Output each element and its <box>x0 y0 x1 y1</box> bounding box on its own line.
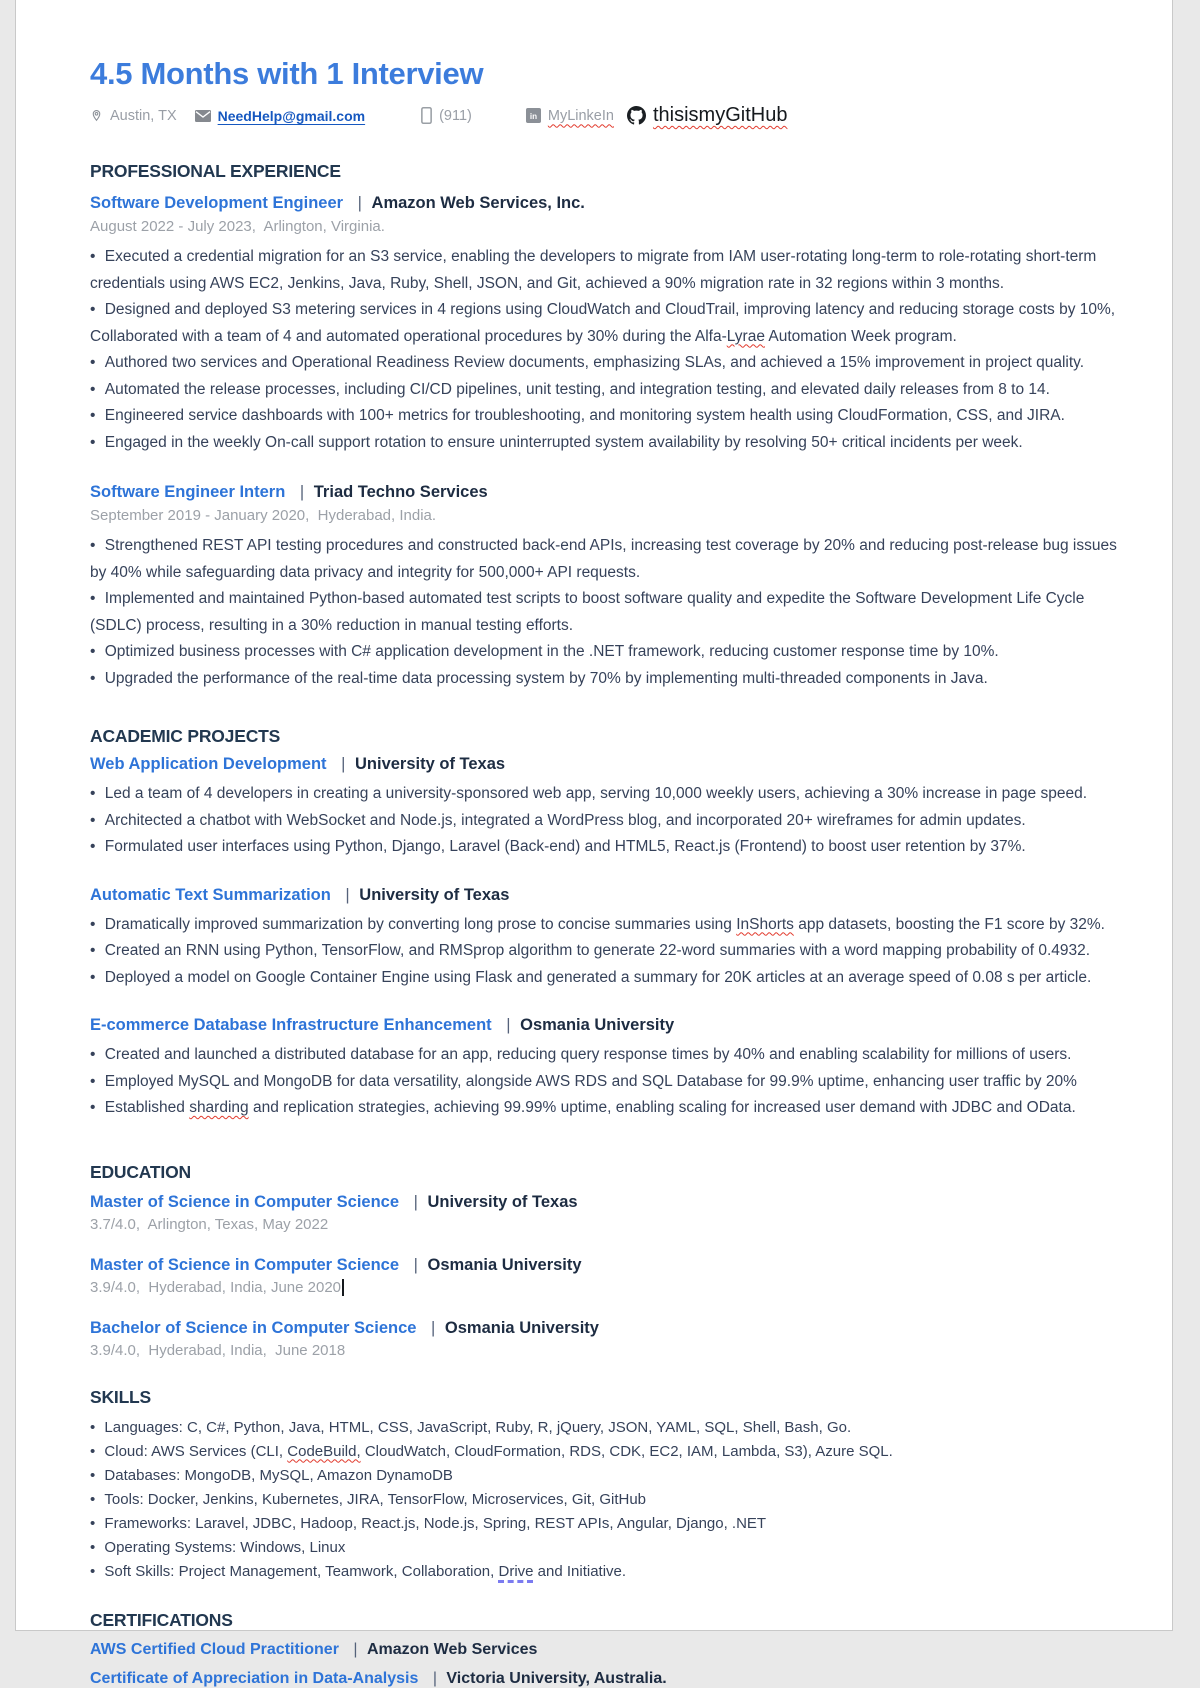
bullet-dot-icon: • <box>90 1490 100 1508</box>
projects-section <box>90 755 1130 1122</box>
bullet-dot-icon: • <box>90 968 100 986</box>
degree-title: Bachelor of Science in Computer Science <box>90 1318 417 1337</box>
certification-entry <box>90 1641 1130 1659</box>
bullet-item-skill <box>90 1560 1130 1584</box>
bullet-dot-icon: • <box>90 407 100 424</box>
bullet-item <box>90 377 1130 404</box>
education-gpa-location-date: 3.7/4.0, Arlington, Texas, May 2022 <box>90 1215 329 1233</box>
bullet-dot-icon: • <box>90 1046 100 1063</box>
organization-name: Osmania University <box>427 1255 582 1274</box>
text-segment: Tools: Docker, Jenkins, Kubernetes, JIRA, TensorFlow, Microservices, Git, GitHub <box>104 1490 647 1508</box>
bullet-item <box>90 912 1130 939</box>
certifications-section <box>90 1641 1130 1688</box>
contact-location <box>90 108 177 124</box>
separator: | <box>295 483 309 501</box>
section-heading-projects: ACADEMIC PROJECTS <box>90 726 281 746</box>
text-segment: Executed a credential migration for an S3 service, enabling the developers to migrate from IAM user-rotating long-term to role-rotating short-term credentials using AWS EC2, Jenkins, Java, Ruby, Shell, JSON, and Git, achieved a 90% migration rate in 32 regions within 3 months. <box>90 248 1097 292</box>
experience-entry <box>90 194 1130 456</box>
organization-name: University of Texas <box>355 755 506 773</box>
text-segment: and Initiative. <box>533 1562 627 1580</box>
bullet-item <box>90 403 1130 430</box>
contact-row <box>90 104 1130 127</box>
separator: | <box>336 755 350 773</box>
organization-name: Osmania University <box>520 1016 675 1034</box>
bullet-item <box>90 808 1130 835</box>
bullet-item <box>90 297 1130 350</box>
text-segment: Languages: C, C#, Python, Java, HTML, CSS, JavaScript, Ruby, R, jQuery, JSON, YAML, SQL, Shell, Bash, Go. <box>104 1418 852 1436</box>
text-segment: Deployed a model on Google Container Engine using Flask and generated a summary for 20K articles at an average speed of 0.08 s per article. <box>104 968 1092 986</box>
bullet-dot-icon: • <box>90 1538 100 1556</box>
resume-title: 4.5 Months with 1 Interview <box>90 56 484 91</box>
bullet-dot-icon: • <box>90 643 100 660</box>
bullet-dot-icon: • <box>90 1466 100 1484</box>
text-segment: CloudWatch, CloudFormation, RDS, CDK, EC2, IAM, Lambda, S3), Azure SQL. <box>360 1442 893 1460</box>
section-heading-experience: PROFESSIONAL EXPERIENCE <box>90 161 341 181</box>
text-segment: Created an RNN using Python, TensorFlow, and RMSprop algorithm to generate 22-word summaries with a word mapping probability of 0.4932. <box>104 942 1091 959</box>
bullet-dot-icon: • <box>90 301 100 318</box>
bullet-item-skill <box>90 1440 1130 1464</box>
education-entry <box>90 1193 1130 1233</box>
bullet-item-skill <box>90 1464 1130 1488</box>
bullet-dot-icon: • <box>90 1514 100 1532</box>
text-segment: Established <box>104 1099 190 1116</box>
contact-phone-label: (911) <box>439 107 472 124</box>
bullet-dot-icon: • <box>90 1418 100 1436</box>
text-segment: Dramatically improved summarization by converting long prose to concise summaries using <box>104 915 737 933</box>
certification-org: Amazon Web Services <box>366 1640 538 1658</box>
bullet-item <box>90 586 1130 639</box>
degree-title: Master of Science in Computer Science <box>90 1255 400 1274</box>
bullet-item <box>90 1095 1130 1122</box>
text-segment: Databases: MongoDB, MySQL, Amazon DynamoDB <box>104 1466 453 1484</box>
bullet-dot-icon: • <box>90 838 100 855</box>
bullet-item <box>90 781 1130 808</box>
project-title: E-commerce Database Infrastructure Enhancement <box>90 1016 492 1034</box>
bullet-dot-icon: • <box>90 433 100 451</box>
contact-phone <box>421 107 472 124</box>
bullet-item <box>90 533 1130 586</box>
misspelled-word: Lyrae <box>726 327 765 345</box>
email-icon <box>195 110 211 122</box>
bullet-item <box>90 965 1130 992</box>
entry-title-row <box>90 1319 1130 1338</box>
bullet-item-skill <box>90 1536 1130 1560</box>
certification-title: Certificate of Appreciation in Data-Analysis <box>90 1669 419 1687</box>
bullet-item <box>90 430 1130 457</box>
bullet-item-skill <box>90 1416 1130 1440</box>
certification-org: Victoria University, Australia. <box>446 1669 667 1687</box>
project-entry <box>90 886 1130 992</box>
bullet-dot-icon: • <box>90 811 100 829</box>
certification-title: AWS Certified Cloud Practitioner <box>90 1640 339 1658</box>
contact-linkedin[interactable] <box>526 108 614 124</box>
text-segment: Automation Week program. <box>764 327 957 345</box>
separator: | <box>501 1016 516 1034</box>
misspelled-word: sharding <box>189 1099 249 1116</box>
bullet-dot-icon: • <box>90 1072 100 1090</box>
separator: | <box>340 885 355 904</box>
organization-name: University of Texas <box>359 885 510 904</box>
contact-location-label: Austin, TX <box>110 107 177 124</box>
education-gpa-location-date: 3.9/4.0, Hyderabad, India, June 2020 <box>90 1279 1130 1296</box>
skills-section <box>90 1416 1130 1584</box>
experience-section <box>90 194 1130 692</box>
text-segment: Engineered service dashboards with 100+ metrics for troubleshooting, and monitoring system health using CloudFormation, CSS, and JIRA. <box>104 407 1065 424</box>
separator: | <box>353 194 367 212</box>
bullet-dot-icon: • <box>90 785 100 802</box>
certification-entry <box>90 1670 1130 1688</box>
text-segment: Strengthened REST API testing procedures and constructed back-end APIs, increasing test coverage by 20% and reducing post-release bug issues by 40% while safeguarding data privacy and integrity for 500,000+ API requests. <box>90 537 1117 581</box>
entry-title-row <box>90 886 1130 905</box>
text-segment: Automated the release processes, including CI/CD pipelines, unit testing, and integration testing, and elevated daily releases from 8 to 14. <box>104 380 1050 398</box>
separator: | <box>426 1318 440 1337</box>
bullet-item <box>90 639 1130 666</box>
section-heading-skills: SKILLS <box>90 1386 152 1407</box>
job-title: Software Engineer Intern <box>90 483 286 501</box>
bullet-dot-icon: • <box>90 1562 100 1580</box>
entry-title-row <box>90 483 1130 502</box>
bullet-dot-icon: • <box>90 590 100 607</box>
text-segment: Cloud: AWS Services (CLI, <box>104 1442 288 1460</box>
bullet-item <box>90 1069 1130 1096</box>
bullet-dot-icon: • <box>90 380 100 398</box>
bullet-item <box>90 834 1130 861</box>
project-title: Web Application Development <box>90 755 327 773</box>
text-segment: Operating Systems: Windows, Linux <box>104 1538 346 1556</box>
text-segment: app datasets, boosting the F1 score by 32%. <box>793 915 1105 933</box>
section-heading-certifications: CERTIFICATIONS <box>90 1609 233 1630</box>
bullet-item <box>90 350 1130 377</box>
entry-title-row <box>90 1016 1130 1035</box>
contact-email[interactable] <box>195 108 365 124</box>
text-segment: Formulated user interfaces using Python, Django, Laravel (Back-end) and HTML5, React.js (Frontend) to boost user retention by 37%. <box>104 838 1026 855</box>
linkedin-icon <box>526 108 541 123</box>
bullet-dot-icon: • <box>90 915 100 933</box>
text-segment: Upgraded the performance of the real-time data processing system by 70% by implementing multi-threaded components in Java. <box>104 669 988 687</box>
entry-title-row <box>90 1193 1130 1212</box>
bullet-item <box>90 1042 1130 1069</box>
misspelled-word: CodeBuild, <box>287 1442 361 1460</box>
entry-title-row <box>90 194 1130 213</box>
education-gpa-location-date: 3.9/4.0, Hyderabad, India, June 2018 <box>90 1341 346 1359</box>
project-entry <box>90 1016 1130 1122</box>
separator: | <box>409 1192 423 1211</box>
degree-title: Master of Science in Computer Science <box>90 1192 400 1211</box>
text-segment: Architected a chatbot with WebSocket and Node.js, integrated a WordPress blog, and incorporated 20+ wireframes for admin updates. <box>104 811 1026 829</box>
bullet-dot-icon: • <box>90 1442 100 1460</box>
text-segment: Engaged in the weekly On-call support rotation to ensure uninterrupted system availability by resolving 50+ critical incidents per week. <box>104 433 1023 451</box>
bullet-item-skill <box>90 1488 1130 1512</box>
separator: | <box>409 1255 423 1274</box>
text-segment: Authored two services and Operational Readiness Review documents, emphasizing SLAs, and achieved a 15% improvement in project quality. <box>104 354 1085 371</box>
entry-dates-location: September 2019 - January 2020, Hyderabad, India. <box>90 507 437 524</box>
bullet-dot-icon: • <box>90 537 100 554</box>
grammar-flagged-word: Drive <box>498 1562 534 1580</box>
resume-page <box>15 0 1173 1687</box>
organization-name: Triad Techno Services <box>313 483 488 501</box>
bullet-dot-icon: • <box>90 354 100 371</box>
phone-icon <box>421 107 432 124</box>
contact-github[interactable] <box>627 104 787 127</box>
bullet-item <box>90 244 1130 297</box>
project-entry <box>90 755 1130 861</box>
contact-linkedin-label: MyLinkeIn <box>547 107 614 124</box>
education-section <box>90 1193 1130 1359</box>
text-segment: Designed and deployed S3 metering services in 4 regions using CloudWatch and CloudTrail, improving latency and reducing storage costs by 10%, Collaborated with a team of 4 and automated operational procedures by 30% during the Alfa- <box>90 301 1116 345</box>
entry-title-row <box>90 755 1130 774</box>
text-cursor <box>342 1279 344 1296</box>
location-pin-icon <box>90 108 103 124</box>
bullet-item <box>90 938 1130 965</box>
job-title: Software Development Engineer <box>90 194 344 212</box>
text-segment: and replication strategies, achieving 99.99% uptime, enabling scaling for increased user demand with JDBC and OData. <box>248 1099 1076 1116</box>
organization-name: University of Texas <box>427 1192 578 1211</box>
entry-title-row <box>90 1256 1130 1275</box>
experience-entry <box>90 483 1130 692</box>
text-segment: Employed MySQL and MongoDB for data versatility, alongside AWS RDS and SQL Database for 99.9% uptime, enhancing user traffic by 20% <box>104 1072 1077 1090</box>
bullet-dot-icon: • <box>90 1099 100 1116</box>
text-segment: Led a team of 4 developers in creating a university-sponsored web app, serving 10,000 weekly users, achieving a 30% increase in page speed. <box>104 785 1087 802</box>
organization-name: Amazon Web Services, Inc. <box>371 194 585 212</box>
section-heading-education: EDUCATION <box>90 1161 191 1182</box>
contact-github-label: thisismyGitHub <box>652 104 788 126</box>
bullet-dot-icon: • <box>90 942 100 959</box>
contact-email-label: NeedHelp@gmail.com <box>217 107 366 124</box>
text-segment: Soft Skills: Project Management, Teamwork, Collaboration, <box>104 1562 499 1580</box>
bullet-item-skill <box>90 1512 1130 1536</box>
organization-name: Osmania University <box>444 1318 599 1337</box>
text-segment: Optimized business processes with C# application development in the .NET framework, reducing customer response time by 10%. <box>104 643 999 660</box>
separator: | <box>428 1669 442 1687</box>
project-title: Automatic Text Summarization <box>90 885 331 904</box>
text-segment: Implemented and maintained Python-based automated test scripts to boost software quality and expedite the Software Development Life Cycle (SDLC) process, resulting in a 30% reduction in manual testing efforts. <box>90 590 1085 634</box>
entry-dates-location: August 2022 - July 2023, Arlington, Virginia. <box>90 218 385 235</box>
education-entry <box>90 1319 1130 1359</box>
text-segment: Frameworks: Laravel, JDBC, Hadoop, React.js, Node.js, Spring, REST APIs, Angular, Django, .NET <box>104 1514 767 1532</box>
separator: | <box>348 1640 362 1658</box>
misspelled-word: InShorts <box>736 915 794 933</box>
bullet-item <box>90 666 1130 693</box>
education-entry <box>90 1256 1130 1296</box>
bullet-dot-icon: • <box>90 669 100 687</box>
github-icon <box>627 106 646 125</box>
text-segment: Created and launched a distributed database for an app, reducing query response times by 40% and enabling scalability for millions of users. <box>104 1046 1072 1063</box>
svg-text:in: in <box>529 111 537 121</box>
bullet-dot-icon: • <box>90 248 100 265</box>
